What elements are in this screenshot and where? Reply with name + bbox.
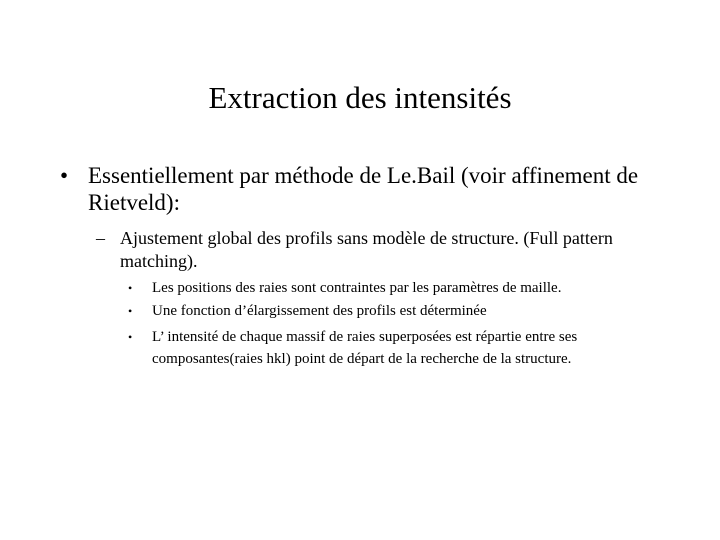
bullet-level-3: [128, 326, 668, 370]
dash-marker: –: [96, 228, 105, 248]
bullet-text: Les positions des raies sont contraintes par les paramètres de maille.: [152, 280, 562, 296]
bullet-text: Ajustement global des profils sans modèle de structure. (Full pattern matching).: [120, 228, 613, 271]
bullet-level-2: [96, 227, 656, 273]
bullet-marker: •: [128, 304, 133, 318]
slide-title: Extraction des intensités: [208, 80, 512, 115]
bullet-text: Essentiellement par méthode de Le.Bail (voir affinement de Rietveld):: [88, 163, 639, 215]
bullet-text: L’ intensité de chaque massif de raies superposées est répartie entre ses composantes(raies hkl) point de départ de la recherche de la structure.: [152, 329, 578, 367]
bullet-level-3: [128, 277, 668, 299]
bullet-text: Une fonction d’élargissement des profils est déterminée: [152, 303, 487, 319]
bullet-marker: •: [60, 163, 69, 188]
bullet-marker: •: [128, 330, 133, 344]
bullet-marker: •: [128, 281, 133, 295]
bullet-level-3: [128, 300, 668, 322]
bullet-level-1: [60, 162, 700, 216]
